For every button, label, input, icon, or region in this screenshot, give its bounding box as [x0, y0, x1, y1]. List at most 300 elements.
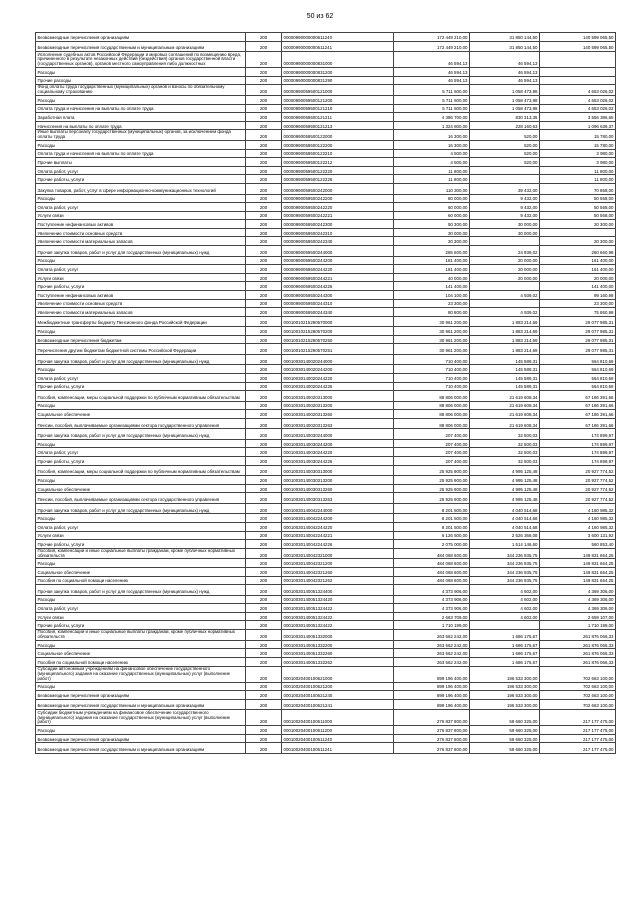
table-row [36, 354, 616, 365]
table-row [36, 493, 616, 504]
row-unexecuted-amount: 217 177 475,00 [540, 734, 616, 743]
row-name: Оплата работ, услуг [36, 522, 246, 531]
row-classifier-code: 00010030140030313000 [282, 465, 394, 476]
row-approved-amount: 276 837 800,00 [394, 726, 470, 735]
row-line-code: 200 [246, 649, 282, 658]
row-executed-amount: 31 850 144,50 [470, 33, 540, 42]
row-unexecuted-amount: 20 927 774,52 [540, 493, 616, 504]
row-unexecuted-amount [540, 68, 616, 77]
table-row [36, 316, 616, 327]
table-row [36, 158, 616, 167]
row-executed-amount: 4 602,00 [470, 612, 540, 621]
row-approved-amount: 285 600,00 [394, 246, 470, 257]
row-classifier-code: 00010030140051332000 [282, 630, 394, 641]
row-approved-amount: 25 925 900,00 [394, 484, 470, 493]
row-name: Фонд оплаты труда государственных (муниципальных) органов и взносы по обязательному социальному страхованию [36, 85, 246, 96]
row-line-code: 200 [246, 290, 282, 299]
table-row [36, 344, 616, 355]
row-line-code: 200 [246, 493, 282, 504]
row-executed-amount: 59 660 325,00 [470, 726, 540, 735]
row-executed-amount: 196 533 300,00 [470, 699, 540, 710]
row-line-code: 200 [246, 595, 282, 604]
row-line-code: 200 [246, 691, 282, 700]
row-approved-amount: 899 196 400,00 [394, 666, 470, 682]
row-unexecuted-amount: 149 831 664,25 [540, 568, 616, 577]
row-classifier-code: 00000990000000831290 [282, 76, 394, 85]
row-executed-amount [470, 166, 540, 175]
row-line-code: 200 [246, 194, 282, 203]
row-approved-amount: 710 400,00 [394, 374, 470, 383]
row-line-code: 200 [246, 282, 282, 291]
row-executed-amount: 9 432,00 [470, 211, 540, 220]
row-name: Расходы [36, 726, 246, 735]
row-approved-amount: 80 800,00 [394, 308, 470, 317]
row-approved-amount: 484 068 600,00 [394, 576, 470, 585]
row-classifier-code: 00010030140051324420 [282, 595, 394, 604]
row-unexecuted-amount: 70 868,00 [540, 184, 616, 195]
row-unexecuted-amount: 50 568,00 [540, 194, 616, 203]
row-line-code: 200 [246, 559, 282, 568]
row-executed-amount: 32 500,03 [470, 429, 540, 440]
row-approved-amount: 46 594,13 [394, 68, 470, 77]
row-classifier-code: 00010030140051324422 [282, 604, 394, 613]
row-executed-amount [470, 621, 540, 630]
row-approved-amount: 16 300,00 [394, 141, 470, 150]
row-approved-amount: 4 373 906,00 [394, 595, 470, 604]
table-row [36, 531, 616, 540]
row-line-code: 200 [246, 503, 282, 514]
row-approved-amount: 899 196 400,00 [394, 691, 470, 700]
row-line-code: 200 [246, 476, 282, 485]
row-name: Пособия по социальной помощи населению [36, 657, 246, 666]
row-unexecuted-amount: 67 186 391,66 [540, 410, 616, 419]
row-classifier-code: 00000990059500122212 [282, 158, 394, 167]
row-name: Расходы [36, 194, 246, 203]
row-line-code: 200 [246, 568, 282, 577]
table-row [36, 33, 616, 42]
row-approved-amount: 263 562 242,00 [394, 649, 470, 658]
row-classifier-code: 00000990059500122000 [282, 130, 394, 141]
table-row [36, 95, 616, 104]
row-executed-amount: 4 602,00 [470, 595, 540, 604]
table-row [36, 439, 616, 448]
table-row [36, 175, 616, 184]
row-classifier-code: 00000990059500244000 [282, 246, 394, 257]
row-classifier-code: 00010020400100621200 [282, 682, 394, 691]
row-unexecuted-amount: 140 599 065,50 [540, 33, 616, 42]
row-name: Безвозмездные перечисления организациям [36, 33, 246, 42]
row-executed-amount: 4 040 514,68 [470, 522, 540, 531]
row-executed-amount [470, 282, 540, 291]
row-classifier-code: 00000990059500121000 [282, 85, 394, 96]
table-row [36, 299, 616, 308]
row-classifier-code: 00010030140042244220 [282, 522, 394, 531]
row-classifier-code: 00010030140020244000 [282, 354, 394, 365]
row-executed-amount: 520,00 [470, 158, 540, 167]
table-row [36, 595, 616, 604]
row-name: Прочие работы, услуги [36, 175, 246, 184]
row-unexecuted-amount: 67 186 391,66 [540, 418, 616, 429]
row-unexecuted-amount: 20 927 774,52 [540, 476, 616, 485]
row-unexecuted-amount: 217 177 475,00 [540, 743, 616, 754]
row-executed-amount: 32 500,03 [470, 457, 540, 466]
row-line-code: 200 [246, 141, 282, 150]
row-line-code: 200 [246, 699, 282, 710]
row-classifier-code: 00010030140042244000 [282, 503, 394, 514]
row-unexecuted-amount: 3 600 131,92 [540, 531, 616, 540]
row-name: Расходы [36, 95, 246, 104]
row-name: Прочая закупка товаров, работ и услуг для государственных (муниципальных) нужд [36, 246, 246, 257]
row-classifier-code: 00000990000000831000 [282, 52, 394, 68]
table-row [36, 682, 616, 691]
row-approved-amount: 30 000,00 [394, 228, 470, 237]
table-row [36, 522, 616, 531]
row-approved-amount: 30 961 200,00 [394, 344, 470, 355]
table-row [36, 657, 616, 666]
row-classifier-code: 00000990000000831200 [282, 68, 394, 77]
row-classifier-code: 00010030140051332200 [282, 640, 394, 649]
row-line-code: 200 [246, 531, 282, 540]
row-unexecuted-amount: 1 710 199,00 [540, 621, 616, 630]
row-classifier-code: 00010030140030244200 [282, 439, 394, 448]
row-unexecuted-amount: 174 899,97 [540, 457, 616, 466]
row-name: Оплата работ, услуг [36, 448, 246, 457]
row-classifier-code: 00010030140020244220 [282, 374, 394, 383]
page-number: 50 из 62 [306, 13, 334, 20]
row-name: Расходы [36, 595, 246, 604]
row-classifier-code: 00000990059500122220 [282, 166, 394, 175]
row-executed-amount: 1 883 214,69 [470, 335, 540, 344]
row-classifier-code: 00010020400100611200 [282, 726, 394, 735]
table-row [36, 418, 616, 429]
row-name: Оплата труда и начисления на выплаты по оплате труда [36, 149, 246, 158]
row-approved-amount: 60 000,00 [394, 203, 470, 212]
table-row [36, 734, 616, 743]
table-row [36, 640, 616, 649]
row-approved-amount: 263 562 242,00 [394, 657, 470, 666]
row-line-code: 200 [246, 726, 282, 735]
row-line-code: 200 [246, 228, 282, 237]
row-line-code: 200 [246, 365, 282, 374]
row-classifier-code: 00010030140042321200 [282, 559, 394, 568]
row-executed-amount: 145 589,31 [470, 374, 540, 383]
row-unexecuted-amount: 50 568,00 [540, 203, 616, 212]
row-approved-amount: 1 710 199,00 [394, 621, 470, 630]
row-unexecuted-amount: 174 899,97 [540, 448, 616, 457]
row-unexecuted-amount: 29 077 985,31 [540, 344, 616, 355]
row-unexecuted-amount: 20 000,00 [540, 273, 616, 282]
row-executed-amount: 520,00 [470, 141, 540, 150]
row-line-code: 200 [246, 33, 282, 42]
row-line-code: 200 [246, 418, 282, 429]
row-classifier-code: 00010020400100621240 [282, 691, 394, 700]
table-row [36, 649, 616, 658]
row-unexecuted-amount: 149 831 664,25 [540, 576, 616, 585]
row-line-code: 200 [246, 666, 282, 682]
row-executed-amount: 20 000,00 [470, 273, 540, 282]
budget-table [35, 32, 616, 754]
row-name: Безвозмездные перечисления государственным и муниципальным организациям [36, 743, 246, 754]
row-unexecuted-amount: 20 927 774,52 [540, 484, 616, 493]
row-line-code: 200 [246, 448, 282, 457]
row-unexecuted-amount: 99 160,98 [540, 290, 616, 299]
row-name: Межбюджетные трансферты бюджету Пенсионного фонда Российской Федерации [36, 316, 246, 327]
row-approved-amount: 11 800,00 [394, 166, 470, 175]
row-executed-amount: 196 533 300,00 [470, 666, 540, 682]
row-name: Расходы [36, 640, 246, 649]
table-row [36, 604, 616, 613]
row-line-code: 200 [246, 68, 282, 77]
table-row [36, 630, 616, 641]
row-line-code: 200 [246, 391, 282, 402]
row-name: Пенсии, пособия, выплачиваемые организациями сектора государственного управления [36, 418, 246, 429]
row-line-code: 200 [246, 374, 282, 383]
row-line-code: 200 [246, 576, 282, 585]
table-row [36, 327, 616, 336]
row-approved-amount: 46 594,13 [394, 76, 470, 85]
row-executed-amount: 1 883 214,69 [470, 327, 540, 336]
row-executed-amount: 30 000,00 [470, 220, 540, 229]
row-classifier-code: 00000990000000611241 [282, 41, 394, 52]
row-unexecuted-amount: 564 810,69 [540, 382, 616, 391]
row-executed-amount: 32 500,03 [470, 448, 540, 457]
row-name: Субсидии бюджетным учреждениям на финансовое обеспечение государственного (муниципального) задания на оказание государственных (муниципальных) услуг (выполнение работ) [36, 710, 246, 726]
row-executed-amount: 46 594,13 [470, 76, 540, 85]
row-line-code: 200 [246, 354, 282, 365]
row-name: Увеличение стоимости материальных запасов [36, 308, 246, 317]
row-line-code: 200 [246, 604, 282, 613]
table-row [36, 382, 616, 391]
row-executed-amount: 4 040 514,68 [470, 503, 540, 514]
row-name: Поступление нефинансовых активов [36, 220, 246, 229]
row-approved-amount: 88 806 000,00 [394, 410, 470, 419]
table-row [36, 540, 616, 549]
row-executed-amount: 4 939,02 [470, 308, 540, 317]
row-unexecuted-amount: 29 077 985,31 [540, 335, 616, 344]
row-classifier-code: 00010030140020313260 [282, 410, 394, 419]
table-row [36, 273, 616, 282]
row-name: Услуги связи [36, 273, 246, 282]
table-row [36, 448, 616, 457]
row-line-code: 200 [246, 121, 282, 130]
row-line-code: 200 [246, 585, 282, 596]
table-row [36, 374, 616, 383]
row-executed-amount: 4 995 125,48 [470, 476, 540, 485]
row-classifier-code: 00010030140020313000 [282, 391, 394, 402]
row-classifier-code: 00000990059500242300 [282, 220, 394, 229]
row-classifier-code: 00000990059500242000 [282, 184, 394, 195]
row-line-code: 200 [246, 158, 282, 167]
row-line-code: 200 [246, 184, 282, 195]
row-executed-amount: 344 236 935,75 [470, 576, 540, 585]
row-name: Услуги связи [36, 612, 246, 621]
row-line-code: 200 [246, 299, 282, 308]
row-executed-amount: 344 236 935,75 [470, 548, 540, 559]
row-approved-amount: 40 000,00 [394, 273, 470, 282]
row-approved-amount: 4 373 906,00 [394, 604, 470, 613]
row-executed-amount: 1 686 175,67 [470, 630, 540, 641]
row-executed-amount [470, 299, 540, 308]
row-classifier-code: 00010030140020244226 [282, 382, 394, 391]
row-approved-amount: 710 400,00 [394, 365, 470, 374]
row-classifier-code: 00000990059500244200 [282, 256, 394, 265]
row-classifier-code: 00010030140051332260 [282, 649, 394, 658]
row-unexecuted-amount: 261 876 066,33 [540, 657, 616, 666]
row-unexecuted-amount: 140 599 065,50 [540, 41, 616, 52]
row-unexecuted-amount: 564 810,69 [540, 374, 616, 383]
row-line-code: 200 [246, 682, 282, 691]
row-executed-amount: 9 432,00 [470, 203, 540, 212]
row-classifier-code: 00000990059500121211 [282, 113, 394, 122]
row-name: Пособия, компенсации и иные социальные выплаты гражданам, кроме публичных нормативных обязательств [36, 630, 246, 641]
table-row [36, 282, 616, 291]
row-unexecuted-amount: 702 663 100,00 [540, 699, 616, 710]
row-classifier-code: 00010030140051324400 [282, 585, 394, 596]
row-classifier-code: 00000990059500244340 [282, 308, 394, 317]
row-executed-amount: 344 236 935,75 [470, 559, 540, 568]
row-name: Оплата работ, услуг [36, 203, 246, 212]
row-classifier-code: 00010030140042244200 [282, 514, 394, 523]
row-executed-amount: 9 432,00 [470, 194, 540, 203]
row-approved-amount: 104 100,00 [394, 290, 470, 299]
row-executed-amount: 520,00 [470, 130, 540, 141]
row-classifier-code: 00000990059500242220 [282, 203, 394, 212]
row-approved-amount: 50 300,00 [394, 220, 470, 229]
row-classifier-code: 00010030140042321262 [282, 576, 394, 585]
row-unexecuted-amount: 4 369 306,00 [540, 595, 616, 604]
row-approved-amount: 1 324 800,00 [394, 121, 470, 130]
table-row [36, 691, 616, 700]
row-unexecuted-amount: 261 876 066,33 [540, 630, 616, 641]
row-classifier-code: 00010020400100611000 [282, 710, 394, 726]
row-name: Оплата работ, услуг [36, 604, 246, 613]
table-row [36, 211, 616, 220]
row-unexecuted-amount: 29 077 985,31 [540, 316, 616, 327]
row-name: Безвозмездные перечисления бюджетам [36, 335, 246, 344]
row-approved-amount: 88 806 000,00 [394, 401, 470, 410]
row-classifier-code: 00000990059500244221 [282, 273, 394, 282]
row-executed-amount: 1 686 175,67 [470, 640, 540, 649]
row-classifier-code: 00010030140030313200 [282, 476, 394, 485]
row-classifier-code: 00000990000000611240 [282, 33, 394, 42]
row-executed-amount: 21 619 608,34 [470, 418, 540, 429]
row-unexecuted-amount: 161 400,00 [540, 256, 616, 265]
row-name: Прочие расходы [36, 76, 246, 85]
row-approved-amount: 30 961 200,00 [394, 316, 470, 327]
row-name: Прочая закупка товаров, работ и услуг для государственных (муниципальных) нужд [36, 503, 246, 514]
row-approved-amount: 30 961 200,00 [394, 335, 470, 344]
row-name: Субсидии автономным учреждениям на финансовое обеспечение государственного (муниципального) задания на оказание государственных (муниципальных) услуг (выполнение работ) [36, 666, 246, 682]
row-line-code: 200 [246, 41, 282, 52]
row-classifier-code: 00010030140051332262 [282, 657, 394, 666]
table-row [36, 410, 616, 419]
row-name: Безвозмездные перечисления государственным и муниципальным организациям [36, 699, 246, 710]
row-approved-amount: 710 400,00 [394, 382, 470, 391]
row-executed-amount: 145 589,31 [470, 382, 540, 391]
row-name: Перечисления другим бюджетам бюджетной системы Российской Федерации [36, 344, 246, 355]
row-classifier-code: 00010030140042321000 [282, 548, 394, 559]
row-name: Безвозмездные перечисления организациям [36, 691, 246, 700]
row-classifier-code: 00010020400100621241 [282, 699, 394, 710]
row-classifier-code: 00010030140042244221 [282, 531, 394, 540]
row-approved-amount: 4 500,00 [394, 149, 470, 158]
row-approved-amount: 172 449 210,00 [394, 41, 470, 52]
row-unexecuted-amount: 2 659 107,00 [540, 612, 616, 621]
row-approved-amount: 207 400,00 [394, 429, 470, 440]
row-approved-amount: 16 300,00 [394, 130, 470, 141]
table-row [36, 52, 616, 68]
row-classifier-code: 00010030140042321260 [282, 568, 394, 577]
row-unexecuted-amount: 11 800,00 [540, 175, 616, 184]
table-row [36, 166, 616, 175]
row-name: Прочие работы, услуги [36, 282, 246, 291]
row-approved-amount: 88 806 000,00 [394, 391, 470, 402]
row-unexecuted-amount [540, 76, 616, 85]
row-name: Увеличение стоимости материальных запасов [36, 237, 246, 246]
row-approved-amount: 276 837 800,00 [394, 734, 470, 743]
row-approved-amount: 8 201 500,00 [394, 522, 470, 531]
row-approved-amount: 88 806 000,00 [394, 418, 470, 429]
row-approved-amount: 172 449 210,00 [394, 33, 470, 42]
table-row [36, 429, 616, 440]
row-unexecuted-amount: 560 853,40 [540, 540, 616, 549]
row-executed-amount: 2 526 368,08 [470, 531, 540, 540]
row-executed-amount: 31 850 144,50 [470, 41, 540, 52]
table-row [36, 335, 616, 344]
table-row [36, 621, 616, 630]
row-executed-amount: 4 995 125,48 [470, 465, 540, 476]
row-unexecuted-amount [540, 228, 616, 237]
row-executed-amount: 344 236 935,75 [470, 568, 540, 577]
row-classifier-code: 00010030140020244200 [282, 365, 394, 374]
row-unexecuted-amount: 564 810,69 [540, 354, 616, 365]
table-row [36, 194, 616, 203]
row-name: Безвозмездные перечисления организациям [36, 734, 246, 743]
row-approved-amount: 20 300,00 [394, 237, 470, 246]
row-name: Расходы [36, 682, 246, 691]
row-classifier-code: 00010030140051324422 [282, 621, 394, 630]
row-unexecuted-amount: 149 831 664,25 [540, 559, 616, 568]
row-line-code: 200 [246, 265, 282, 274]
table-row [36, 401, 616, 410]
table-row [36, 149, 616, 158]
table-row [36, 237, 616, 246]
row-name: Пособия по социальной помощи населению [36, 576, 246, 585]
row-approved-amount: 8 201 500,00 [394, 503, 470, 514]
row-classifier-code: 00010010215290570251 [282, 344, 394, 355]
row-name: Прочая закупка товаров, работ и услуг для государственных (муниципальных) нужд [36, 585, 246, 596]
row-classifier-code: 00000990059500121213 [282, 121, 394, 130]
row-line-code: 200 [246, 246, 282, 257]
row-line-code: 200 [246, 457, 282, 466]
row-executed-amount: 4 040 514,68 [470, 514, 540, 523]
table-row [36, 743, 616, 754]
table-row [36, 68, 616, 77]
row-approved-amount: 899 196 400,00 [394, 699, 470, 710]
row-line-code: 200 [246, 220, 282, 229]
row-executed-amount: 59 660 325,00 [470, 743, 540, 754]
row-classifier-code: 00000990059500244226 [282, 282, 394, 291]
row-classifier-code: 00010010215290570250 [282, 335, 394, 344]
row-line-code: 200 [246, 327, 282, 336]
row-approved-amount: 2 075 000,00 [394, 540, 470, 549]
row-classifier-code: 00000990059500122200 [282, 141, 394, 150]
row-unexecuted-amount: 174 899,97 [540, 429, 616, 440]
row-executed-amount: 4 602,00 [470, 585, 540, 596]
row-line-code: 200 [246, 382, 282, 391]
row-executed-amount: 228 160,63 [470, 121, 540, 130]
row-unexecuted-amount: 702 663 100,00 [540, 682, 616, 691]
